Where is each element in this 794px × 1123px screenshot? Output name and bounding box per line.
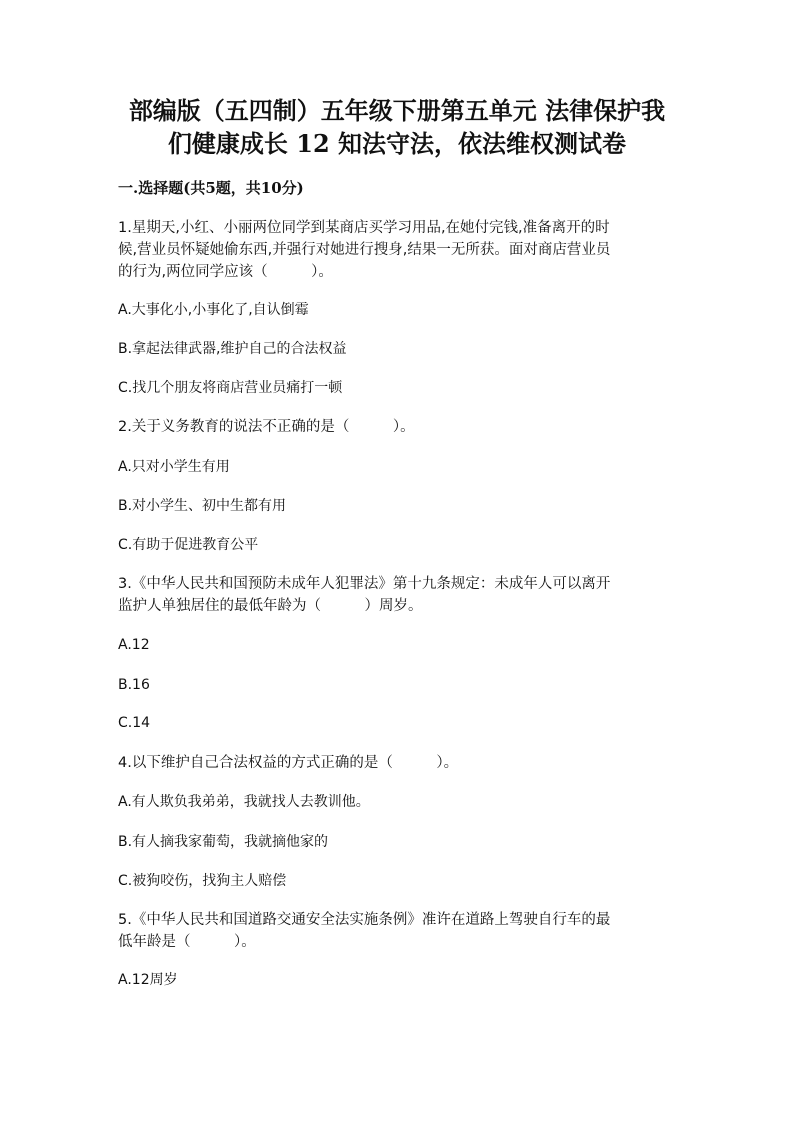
question-1-line-2: 候,营业员怀疑她偷东西,并强行对她进行搜身,结果一无所获。面对商店营业员 xyxy=(118,242,611,258)
question-3-option-a: A.12 xyxy=(118,637,150,653)
question-5-line-1: 5.《中华人民共和国道路交通安全法实施条例》准许在道路上驾驶自行车的最 xyxy=(118,912,611,928)
question-1-line-3: 的行为,两位同学应该（ ）。 xyxy=(118,264,333,280)
question-3-option-c: C.14 xyxy=(118,715,151,731)
question-3-option-b: B.16 xyxy=(118,677,150,693)
page-title-line-1: 部编版（五四制）五年级下册第五单元 法律保护我 xyxy=(128,96,666,125)
question-1-option-c: C.找几个朋友将商店营业员痛打一顿 xyxy=(118,380,343,396)
question-4-option-b: B.有人摘我家葡萄，我就摘他家的 xyxy=(118,834,329,850)
question-2-option-c: C.有助于促进教育公平 xyxy=(118,537,259,553)
page-title-line-2: 们健康成长 12 知法守法，依法维权测试卷 xyxy=(167,129,627,158)
question-4-option-a: A.有人欺负我弟弟，我就找人去教训他。 xyxy=(118,794,370,810)
question-3-line-2: 监护人单独居住的最低年龄为（ ）周岁。 xyxy=(118,598,423,614)
question-5-option-a: A.12周岁 xyxy=(118,972,178,988)
question-4-line-1: 4.以下维护自己合法权益的方式正确的是（ ）。 xyxy=(118,755,459,771)
question-2-option-b: B.对小学生、初中生都有用 xyxy=(118,498,287,514)
section-heading: 一.选择题(共5题，共10分) xyxy=(118,179,304,197)
question-3-line-1: 3.《中华人民共和国预防未成年人犯罪法》第十九条规定：未成年人可以离开 xyxy=(118,576,611,592)
question-2-option-a: A.只对小学生有用 xyxy=(118,459,230,475)
question-1-option-b: B.拿起法律武器,维护自己的合法权益 xyxy=(118,341,347,357)
question-2-line-1: 2.关于义务教育的说法不正确的是（ ）。 xyxy=(118,419,415,435)
question-5-line-2: 低年龄是（ ）。 xyxy=(118,934,256,950)
question-1-line-1: 1.星期天,小红、小丽两位同学到某商店买学习用品,在她付完钱,准备离开的时 xyxy=(118,220,610,236)
question-1-option-a: A.大事化小,小事化了,自认倒霉 xyxy=(118,302,309,318)
question-4-option-c: C.被狗咬伤，找狗主人赔偿 xyxy=(118,873,287,889)
